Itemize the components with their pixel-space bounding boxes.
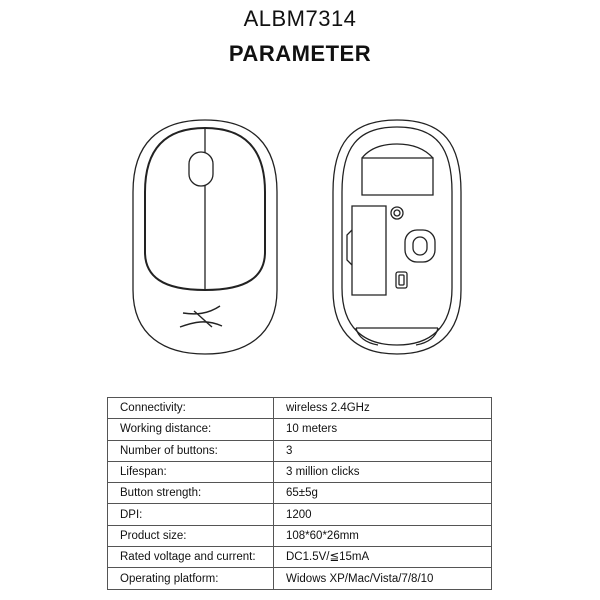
parameter-label: Product size: [108,525,274,546]
parameter-value: 1200 [274,504,492,525]
mouse-bottom-view-icon [333,120,461,354]
parameter-value: 3 million clicks [274,461,492,482]
parameter-value: 10 meters [274,419,492,440]
parameter-heading: PARAMETER [228,41,372,66]
parameter-row [108,504,492,525]
parameter-label: Number of buttons: [108,440,274,461]
parameter-label: Working distance: [108,419,274,440]
parameter-label: Connectivity: [108,398,274,419]
mouse-illustration [0,100,600,370]
parameter-value: wireless 2.4GHz [274,398,492,419]
parameter-row [108,461,492,482]
parameter-row [108,568,492,589]
parameter-value: 65±5g [274,483,492,504]
parameter-value: DC1.5V/≦15mA [274,547,492,568]
parameter-label: Button strength: [108,483,274,504]
parameter-row [108,419,492,440]
parameter-row [108,483,492,504]
parameter-value: 3 [274,440,492,461]
parameter-row [108,525,492,546]
parameter-table [107,397,492,590]
altec-lansing-logo-icon [180,306,222,327]
parameter-value: 108*60*26mm [274,525,492,546]
parameter-row [108,440,492,461]
parameter-value: Widows XP/Mac/Vista/7/8/10 [274,568,492,589]
parameter-label: Rated voltage and current: [108,547,274,568]
parameter-label: DPI: [108,504,274,525]
mouse-top-view-icon [133,120,277,354]
parameter-label: Lifespan: [108,461,274,482]
parameter-row [108,547,492,568]
model-number: ALBM7314 [243,6,357,31]
parameter-row [108,398,492,419]
parameter-label: Operating platform: [108,568,274,589]
